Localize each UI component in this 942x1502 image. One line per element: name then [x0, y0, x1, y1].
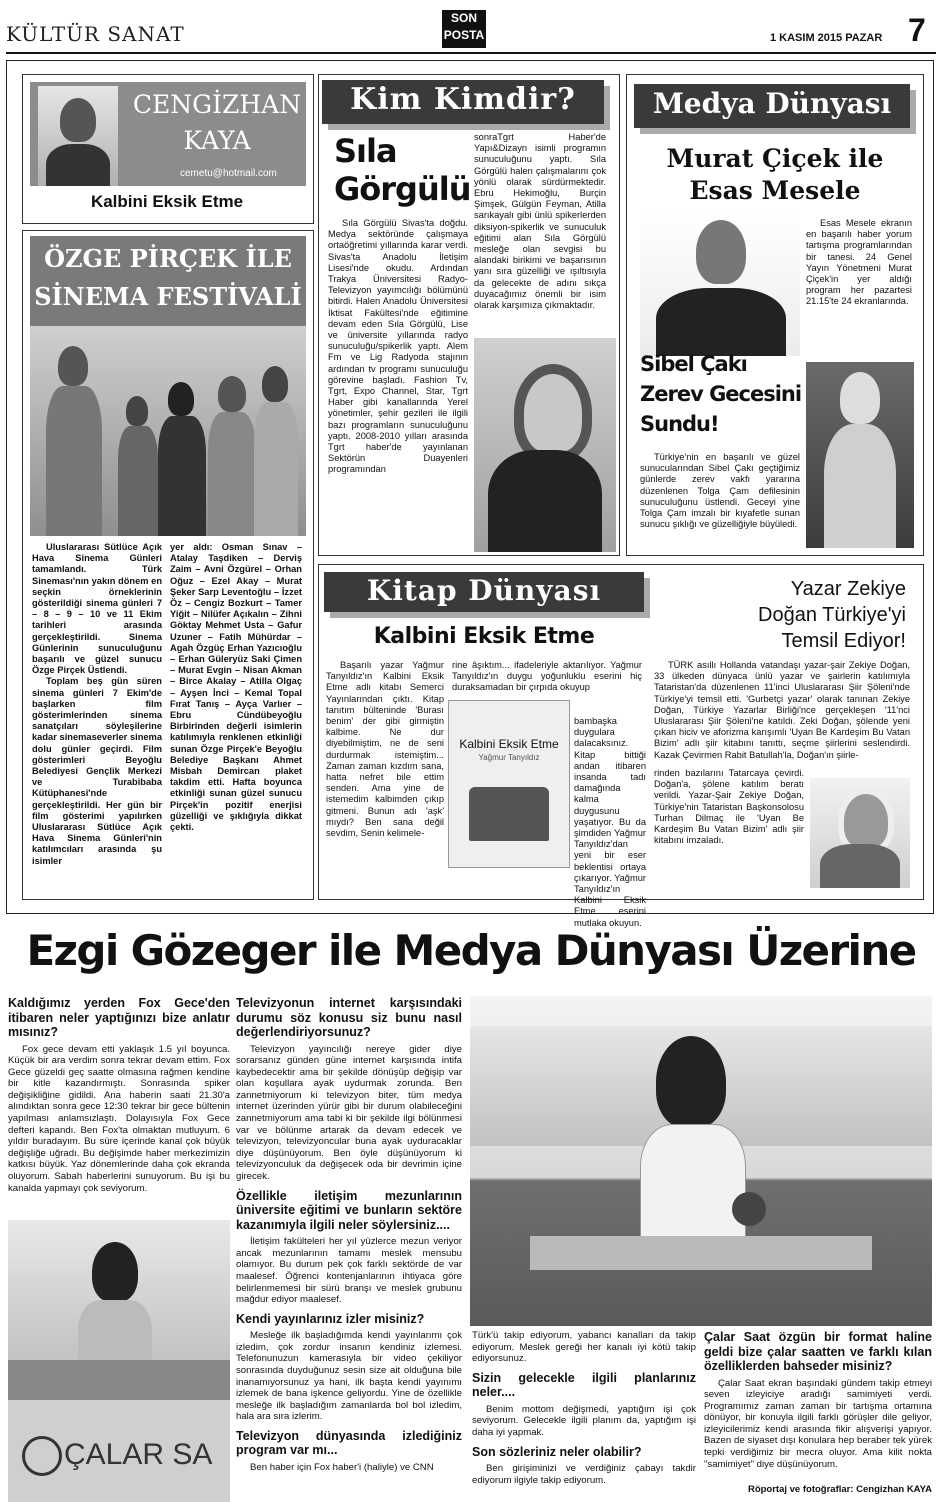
medya-text — [806, 218, 912, 308]
page-number: 7 — [908, 12, 926, 48]
kitap-headline: Kalbini Eksik Etme — [373, 624, 595, 649]
sibel-paragraph: Türkiye'nin en başarılı ve güzel sunucularından Sibel Çakı geçtiğimiz günlerde zerev vakfı yararına düzenlenen Tolga Çam defilesinin sunuculuğunu üstlendi. Geceyi yine Tolga Çam imzalı bir kıyafetle sunan sunucu şıklığı ve güzelliğiyle büyüledi. — [640, 452, 800, 530]
kimkimdir-text-col1 — [328, 218, 468, 476]
festival-text-col1 — [32, 542, 162, 867]
typewriter-image — [469, 787, 549, 841]
fox-logo — [732, 1192, 766, 1226]
answer-2: Televizyon yayıncılığı nereye gider diye sorarsanız günden güne internet karşısında intifa kaybedecektir ama bir şekilde dönüşüp değişip var olan koşullara ayak uydurmak zorunda. Ben zannetmiyorum ki televizyon biter, tüm medya internet üzerinden yürür gibi bir durum olabileceğini zannetmiyorum ama tabi ki bir şekilde ilgi bölünmesi var ve bölünme artarak da devam edecek ve televizyon, televizyoncular buna ayak uyduracaklar diye düşünüyorum. Ben öyle düşünüyorum ki televizyonculuk da değişecek oda bir devrimin içine girecek. — [236, 1043, 462, 1183]
kimkimdir-title: Kim Kimdir? — [350, 82, 576, 117]
question-7: Son sözleriniz neler olabilir? — [472, 1444, 642, 1459]
kimkimdir-paragraph-2: sonraTgrt Haber'de Yapı&Dizayn isimli programın sunuculuğunu yaptı. Sıla Görgülü halen çalışmalarını çok yönlü olarak sürdürmektedir. Ebru Hekimoğlu, Burçin Şimşek, Gülgün Feyman, Atilla sarıkayalı gibi ünlü spikerlerden diksiyon-spikerlik ve sunuculuk eğitimi alan Sıla Görgülü mesleğe olan sevgisi bu alandaki birikimi ve başarısının yanı sıra güzelliği ve ışıltısıyla da gelecekte de adını sıkça duyacağımız önemli bir isim olarak karşımıza çıkmaktadır. — [474, 132, 606, 311]
book-cover — [448, 700, 570, 868]
interview-col1 — [8, 996, 230, 1194]
kitap-paragraph-2: rine âşıktım... ifadeleriyle aktarılıyor. Yağmur Tanyıldız'ın duygu yoğunluklu eserini hiç duraksamadan bir çırpıda okuyup — [452, 660, 642, 693]
answer-1: Fox gece devam etti yaklaşık 1.5 yıl boyunca. Küçük bir ara verdim sonra tekrar devam ettim. Fox Gece güzeldi geç saatte olmasına rağmen kendine bir kitle kazandırmıştı. Sonrasında spiker değişikliğine gidildi. Ana haberin saati 21.30'a alındıktan sonra gece 12:30 tekrar bir gece bültenin yapılması anlamsızlaştı. Dolayısıyla Fox Gece defteri kapandı. Ben Fox'ta olmaktan mutluyum. 6 yıldır buradayım. Bu süre içerinde kanal çok büyük değişliğe uğradı. Bu değişimde haber merkezimizin katkısı büyük. Yaz dönemlerinde daha çok ekranda oluyorum. Sabah haberlerini sunuyorum. Bu işi bu kanalda yapmayı çok seviyorum. — [8, 1043, 230, 1194]
question-3: Özellikle iletişim mezunlarının üniversite eğitimi ve bunların sektöre kazanımıyla ilgili neler söylersiniz.... — [236, 1188, 462, 1232]
kimkimdir-paragraph-1: Sıla Görgülü Sivas'ta doğdu. Medya sektöründe çalışmaya ortaöğretimi yıllarında karar verdi. Sivas'ta Anadolu İletişim Lisesi'nde okudu. Ardından Trakya Üniversitesi Radyo- Televizyon yayımcılığı bölümünü bitirdi. Halen Anadolu Üniversitesi İktisat Fakültesi'nde eğitimine devam eden Sıla Görgülü, Lise ve üniversite yıllarında radyo sunuculuğu/spikerlik yaptı. Alem Fm ve Lig Radyoda stajının ardından tv programı sunuculuğu görevine başladı. Fashion Tv, Tgrt, Expo Channel, Star, Tgrt Haber gibi kanallarında Yerel yönetimler, şehir gezileri ile ilgili bazı programların sunuculuğunu yaptı. 2008-2010 yılları arasında Tgrt haber'de yayınlanan Sektörün Duayenleri programından — [328, 218, 468, 475]
book-cover-author: Yağmur Tanyıldız — [478, 753, 540, 762]
kitap-text-col2a — [452, 660, 642, 694]
question-6: Sizin gelecekle ilgili planlarınız neler.... — [472, 1370, 696, 1400]
answer-8: Çalar Saat ekran başındaki gündem takip etmeyi seven izleyiciye aradığı samimiyeti verdi. Programımız zaman zaman bir tartışma ortamına dönüyor, bir konuyla ilgili farklı görüşler dile geliyor, izleyicilerimiz kendi arasında fikir alışverişi yapıyor. Bazen de siyaset dışı konulara hep beraber tek yürek tepki verdiğimiz bir mecra oluyor. Ama kilit nokta "samimiyet" diye düşünüyorum. — [704, 1377, 932, 1470]
festival-text-col2 — [170, 542, 302, 833]
kimkimdir-text-col2 — [474, 132, 606, 311]
logo-top: SON — [450, 11, 477, 25]
interview-headline: Ezgi Gözeger ile Medya Dünyası Üzerine — [26, 926, 916, 975]
logo — [442, 10, 486, 48]
columnist-photo — [38, 86, 118, 186]
medya-paragraph: Esas Mesele ekranın en başarılı haber yorum tartışma programlarından bir tanesi. 24 Genel Yayın Yönetmeni Murat Çiçek'in yer aldığı program her pazartesi 21.15'te 24 ekranlarında. — [806, 218, 912, 307]
columnist-name-1: CENGİZHAN — [132, 90, 302, 119]
question-4: Kendi yayınlarınız izler misiniz? — [236, 1311, 425, 1326]
sibel-headline-1: Sibel Çakı — [640, 352, 747, 376]
columnist-email[interactable]: cemetu@hotmail.com — [180, 168, 277, 179]
kitap-text-col1 — [326, 660, 444, 839]
sibel-caki-photo — [806, 362, 914, 548]
kitap-title: Kitap Dünyası — [366, 574, 602, 607]
zekiye-headline-2: Doğan Türkiye'yi — [758, 604, 906, 626]
sibel-headline-2: Zerev Gecesini — [640, 382, 802, 406]
zekiye-paragraph-1: TÜRK asıllı Hollanda vatandaşı yazar-şair Zekiye Doğan, 33 ülkeden dünyaca ünlü yazar ve şairlerin katılımıyla Tataristan'da düzenlenen 11'inci Uluslararası Şiir Şöleni'nde Türkiye'yi temsil etti. 'Gurbetçi yazar' olarak tanınan Zekiye Doğan, Türkiye Yazarlar Birliği'nce gerçekleşen '11'nci Uluslararası Şiir Şöleni'ne katıldı. Zeki Doğan, şölende yeni çıkan hiciv ve aforizma karışımlı 'Uyan Be Kardeşim Bu Vatan Bizim' adlı şiir kitabını tanıttı, seçme şiirlerini seslendirdi. Kazak Çevirmen Rabit Batullah'la, Doğan'ın şiirle- — [654, 660, 910, 760]
question-1: Kaldığımız yerden Fox Gece'den itibaren neler yaptığınızı bize anlatır mısınız? — [8, 996, 230, 1039]
zekiye-headline-1: Yazar Zekiye — [790, 578, 906, 600]
question-2: Televizyonun internet karşısındaki durumu söz konusu siz bunu nasıl değerlendiriyorsunuz? — [236, 996, 462, 1039]
kimkimdir-name-2: Görgülü — [334, 170, 471, 208]
header-rule — [6, 52, 936, 54]
studio-clock-icon — [22, 1436, 62, 1476]
festival-photo — [30, 326, 306, 536]
medya-headline-1: Murat Çiçek ile — [666, 144, 884, 173]
interview-col4 — [704, 1330, 932, 1470]
sibel-text — [640, 452, 800, 530]
sila-gorgulu-photo — [474, 338, 616, 552]
festival-paragraph-1: Uluslararası Sütlüce Açık Hava Sinema Günleri tamamlandı. Türk Sineması'nın yakın dönem en seçkin örneklerinin gösterildiği sinema günleri 7 – 8 – 9 – 10 ve 11 Ekim tarihleri arasında gerçekleştirildi. Sinema Günlerinin sunuculuğunu başarılı ve güzel sunucu Özge Pirçek Üstlendi. — [32, 542, 162, 676]
answer-3: İletişim fakülteleri her yıl yüzlerce mezun veriyor ancak mezunlarının tamamı meslek mensubu olamıyor. Bu durum pek çok farklı sektörde de var maalesef. Öğrenci kontenjanlarının ihtiyaca göre belirlenmemesi bir sürü branşı ve meslek grubunu mağdur ediyor maalesef. — [236, 1236, 462, 1306]
kitap-paragraph-1: Başarılı yazar Yağmur Tanyıldız'ın Kalbini Eksik Etme adlı kitabı Semerci Yayınlarından çıktı. Kitap tanıtım bülteninde 'Burası benim' der gibi girmiştin kalbime. Ne dur diyebilmiştim, ne de seni durdurmak istemiştim... Zaman zaman kızdım sana, hatta nefret bile ettim senden. Ama yine de istemedim kalbimden çıkıp gitmeni. Bunun adı 'aşk' mıydı? Ben sana değil sevdim, Senin kelimele- — [326, 660, 444, 839]
festival-paragraph-3: yer aldı: Osman Sınav – Atalay Taşdiken – Derviş Zaim – Avni Özgürel – Orhan Oğuz – Ezel Akay – Murat Şeker Sarp Leventoğlu – İzzet Öz – Cengiz Bozkurt – Tamer Yiğit – Nilüfer Açıkalın – Zihni Göktay Mehmet Usta – Gafur Uzuner – Fatih Mühürdar – Agah Özgüç Erhan Yazıcıoğlu – Erhan Güleryüz Saki Çimen – Murat Evgin – Nisan Akman – Birce Akalay – Atilla Olgaç – Ayşen İnci – Kemal Topal Fırat Tanış – Ayça Varlıer – Ebru Cündübeyoğlu Birbirinden değerli isimlerin katılımıyla renklenen etkinliği sunan Özge Pirçek'e Beyoğlu Belediye Başkanı Ahmet Misbah Demircan plaket takdim etti. Hafta boyunca etkinliği sunan güzel sunucu Pirçek'in pozitif enerjisi güzelliği ve şıklığıyla dikkat çekti. — [170, 542, 302, 833]
zekiye-text-1 — [654, 660, 910, 761]
festival-headline-2: SİNEMA FESTİVALİ — [34, 282, 302, 311]
answer-5: Ben haber için Fox haber'i (haliyle) ve CNN — [250, 1461, 434, 1473]
medya-headline-2: Esas Mesele — [689, 176, 861, 205]
zekiye-paragraph-2: rinden bazılarını Tatarcaya çevirdi. Doğan'a, şölene katılım beratı verildi. Yazar-Şair Zekiye Doğan, Türkiye'nin Tataristan Başkonsolosu Turhan Dilmaç ile 'Uyan Be Kardeşim Bu Vatan Bizim' adlı şiir kitabını imzaladı. — [654, 768, 804, 846]
medya-title: Medya Dünyası — [652, 87, 892, 120]
issue-date: 1 KASIM 2015 PAZAR — [770, 32, 883, 44]
ezgi-studio-photo — [8, 1220, 230, 1502]
festival-headline-1: ÖZGE PİRÇEK İLE — [44, 244, 292, 273]
columnist-name-2: KAYA — [183, 126, 251, 155]
column-title: Kalbini Eksik Etme — [90, 192, 244, 211]
logo-bottom: POSTA — [443, 28, 485, 42]
answer-4: Mesleğe ilk başladığımda kendi yayınlarımı çok izledim, çok zordur insanın kendiniz izlemesi. Telefonunuzun kamerasıyla bir video çekiliyor sonrasında duyduğunuz sesin size ait olduğuna bile inanamıyorsunuz ya hani, ilk başta kendi yayınımı izlemek de bana işkence geliyordu. Yine de özellikle mesleğe ilk başladığım zamanlarda bol bol izledim, hala ara sıra izlerim. — [236, 1330, 462, 1423]
book-cover-title: Kalbini Eksik Etme — [459, 737, 559, 751]
interview-col2 — [236, 996, 462, 1474]
answer-6: Benim mottom değişmedi, yaptığım işi çok seviyorum. Gelecekle ilgili planım da, yaptığım işi daha iyi yapmak. — [472, 1403, 696, 1438]
question-8: Çalar Saat özgün bir format haline geldi bize çalar saatten ve farklı kılan özelliklerden bahseder misiniz? — [704, 1330, 932, 1373]
festival-paragraph-2: Toplam beş gün süren sinema günleri 7 Ekim'de başlarken film gösterimlerinden sinema sanatçıları söyleşilerine kadar sinemaseverler sinema dolu günler geçirdi. Film gösterimleri Beyoğlu Belediyesi Gençlik Merkezi ve Turabibaba Kütüphanesi'nde gerçekleştirildi. Her gün bir film gösterimi yapılırken Uluslararası Sütlüce Açık Hava Sinema Günleri'nin katılımcıları arasında şu isimler — [32, 676, 162, 866]
question-5: Televizyon dünyasında izlediğiniz program var mı... — [236, 1428, 462, 1458]
answer-7: Ben girişiminizi ve verdiğiniz çabayı takdir ediyorum ilgiyle takip ediyorum. — [472, 1463, 696, 1486]
sibel-headline-3: Sundu! — [640, 412, 719, 436]
zekiye-dogan-photo — [810, 778, 910, 888]
zekiye-headline-3: Temsil Ediyor! — [781, 630, 906, 652]
answer-5-cont: Türk'ü takip ediyorum, yabancı kanalları da takip ediyorum. Meslek gereği her kanalı iyi kötü takip ediyorsunuz. — [472, 1330, 696, 1365]
interview-col3 — [472, 1330, 696, 1486]
ezgi-gozeger-photo — [470, 996, 932, 1326]
murat-cicek-photo — [640, 210, 800, 356]
kimkimdir-name-1: Sıla — [334, 132, 397, 170]
kitap-text-col2b — [574, 716, 646, 929]
studio-sign: ÇALAR SA — [64, 1438, 213, 1471]
kitap-paragraph-3: bambaşka duygulara dalacaksınız. Kitap bittiği andan itibaren insanda tadı damağında kalma duygusunu yaşatıyor. Bu da şimdiden Yağmur Tanyıldız'dan yeni bir eser beklentisi ortaya çıkarıyor. Yağmur Tanyıldız'ın Kalbini Eksik Etme eserini mutlaka okuyun. — [574, 716, 646, 928]
photo-credit: Röportaj ve fotoğraflar: Cengizhan KAYA — [747, 1484, 932, 1495]
zekiye-text-2 — [654, 768, 804, 846]
section-title: KÜLTÜR SANAT — [6, 22, 185, 46]
